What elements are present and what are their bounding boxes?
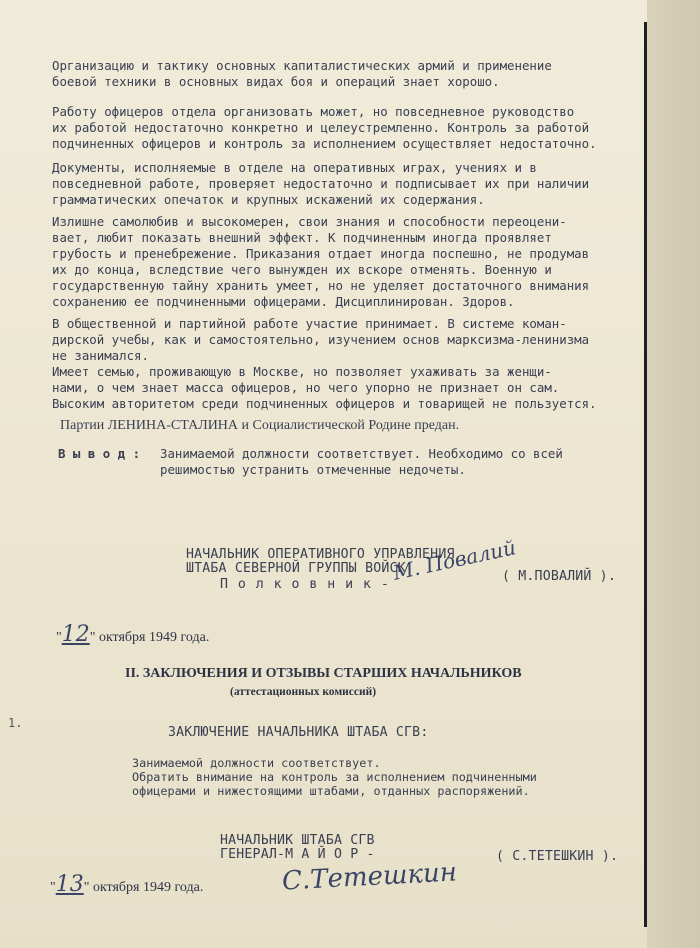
text-line: нами, о чем знает масса офицеров, но чего упорно не признает он сам. [52, 380, 560, 395]
text-line: решимостью устранить отмеченные недочеты. [160, 462, 466, 477]
text-line: их до конца, вследствие чего вынужден их вскоре отменять. Военную и [52, 262, 552, 277]
text-line: Обратить внимание на контроль за исполнением подчиненными [132, 770, 537, 784]
date-rest: октября 1949 года. [98, 630, 210, 645]
text-line: сохранению ее подчиненными офицерами. Дисциплинирован. Здоров. [52, 294, 515, 309]
text-line: Имеет семью, проживающую в Москве, но позволяет ухаживать за женщи- [52, 364, 552, 379]
text-line: вает, любит показать внешний эффект. К подчиненным иногда проявляет [52, 230, 552, 245]
date-rest: октября 1949 года. [92, 880, 204, 895]
loyalty-statement: Партии ЛЕНИНА-СТАЛИНА и Социалистической Родине предан. [60, 418, 460, 433]
text-line: Организацию и тактику основных капиталистических армий и применение [52, 58, 552, 73]
text-line: офицерами и нижестоящими штабами, отданных распоряжений. [132, 784, 530, 798]
text-line: боевой техники в основных видах боя и операций знает хорошо. [52, 74, 500, 89]
text-line: Занимаемой должности соответствует. [132, 756, 381, 770]
text-line: Высоким авторитетом среди подчиненных офицеров и товарищей не пользуется. [52, 396, 597, 411]
conclusion-label: В ы в о д : [58, 446, 141, 461]
text-line: ГЕНЕРАЛ-М А Й О Р - [220, 847, 375, 862]
text-line: государственную тайну хранить умеет, но не уделяет достаточного внимания [52, 278, 590, 293]
signature1-name: ( М.ПОВАЛИЙ ). [502, 569, 616, 584]
paragraph-party-work [52, 316, 644, 364]
text-line: грамматических опечаток и крупных искажений их содержания. [52, 192, 485, 207]
background-strip [647, 0, 700, 948]
text-line: дирской учебы, как и самостоятельно, изучением основ марксизма-ленинизма [52, 332, 590, 347]
text-line: Занимаемой должности соответствует. Необходимо со всей [160, 446, 563, 461]
signature1-rank: П о л к о в н и к - [220, 577, 390, 592]
signature2-title [220, 834, 375, 862]
text-line: НАЧАЛЬНИК ШТАБА СГВ [220, 833, 375, 848]
signature2-handwritten: С.Тетешкин [281, 857, 458, 897]
section2-title: II. ЗАКЛЮЧЕНИЯ И ОТЗЫВЫ СТАРШИХ НАЧАЛЬНИКОВ [125, 666, 522, 681]
margin-mark: 1. [8, 716, 23, 730]
date-open-quote: " [50, 880, 56, 895]
section2-conclusion-title: ЗАКЛЮЧЕНИЕ НАЧАЛЬНИКА ШТАБА СГВ: [168, 725, 429, 740]
text-line: Излишне самолюбив и высокомерен, свои знания и способности переоцени- [52, 214, 567, 229]
text-line: подчиненных офицеров и контроль за исполнением осуществляет недостаточно. [52, 136, 597, 151]
date-close-quote: " [89, 630, 96, 645]
text-line: их работой недостаточно конкретно и целеустремленно. Контроль за работой [52, 120, 590, 135]
signature2-date [50, 872, 203, 897]
signature1-date [56, 622, 209, 647]
signature1-handwritten: М. Повалий [390, 535, 518, 585]
paragraph-character [52, 214, 644, 310]
date-day: 13 [55, 872, 84, 897]
paragraph-family [52, 364, 644, 412]
text-line: грубость и пренебрежение. Приказания отдает иногда поспешно, не продумав [52, 246, 590, 261]
paragraph-tactics [52, 58, 644, 90]
text-line: не занимался. [52, 348, 149, 363]
section2-subtitle: (аттестационных комиссий) [230, 686, 377, 698]
date-open-quote: " [56, 630, 62, 645]
paragraph-leadership [52, 104, 644, 152]
text-line: В общественной и партийной работе участие принимает. В системе коман- [52, 316, 567, 331]
text-line: Работу офицеров отдела организовать может, но повседневное руководство [52, 104, 575, 119]
date-day: 12 [61, 622, 90, 647]
signature2-name: ( С.ТЕТЕШКИН ). [496, 849, 619, 864]
text-line: повседневной работе, проверяет недостаточно и подписывает их при наличии [52, 176, 590, 191]
date-close-quote: " [83, 880, 90, 895]
paragraph-documents [52, 160, 644, 208]
text-line: ШТАБА СЕВЕРНОЙ ГРУППЫ ВОЙСК [186, 561, 406, 576]
section2-conclusion-text [132, 756, 632, 798]
text-line: Документы, исполняемые в отделе на оперативных играх, учениях и в [52, 160, 537, 175]
conclusion-text [160, 446, 640, 478]
text-line: НАЧАЛЬНИК ОПЕРАТИВНОГО УПРАВЛЕНИЯ [186, 547, 455, 562]
